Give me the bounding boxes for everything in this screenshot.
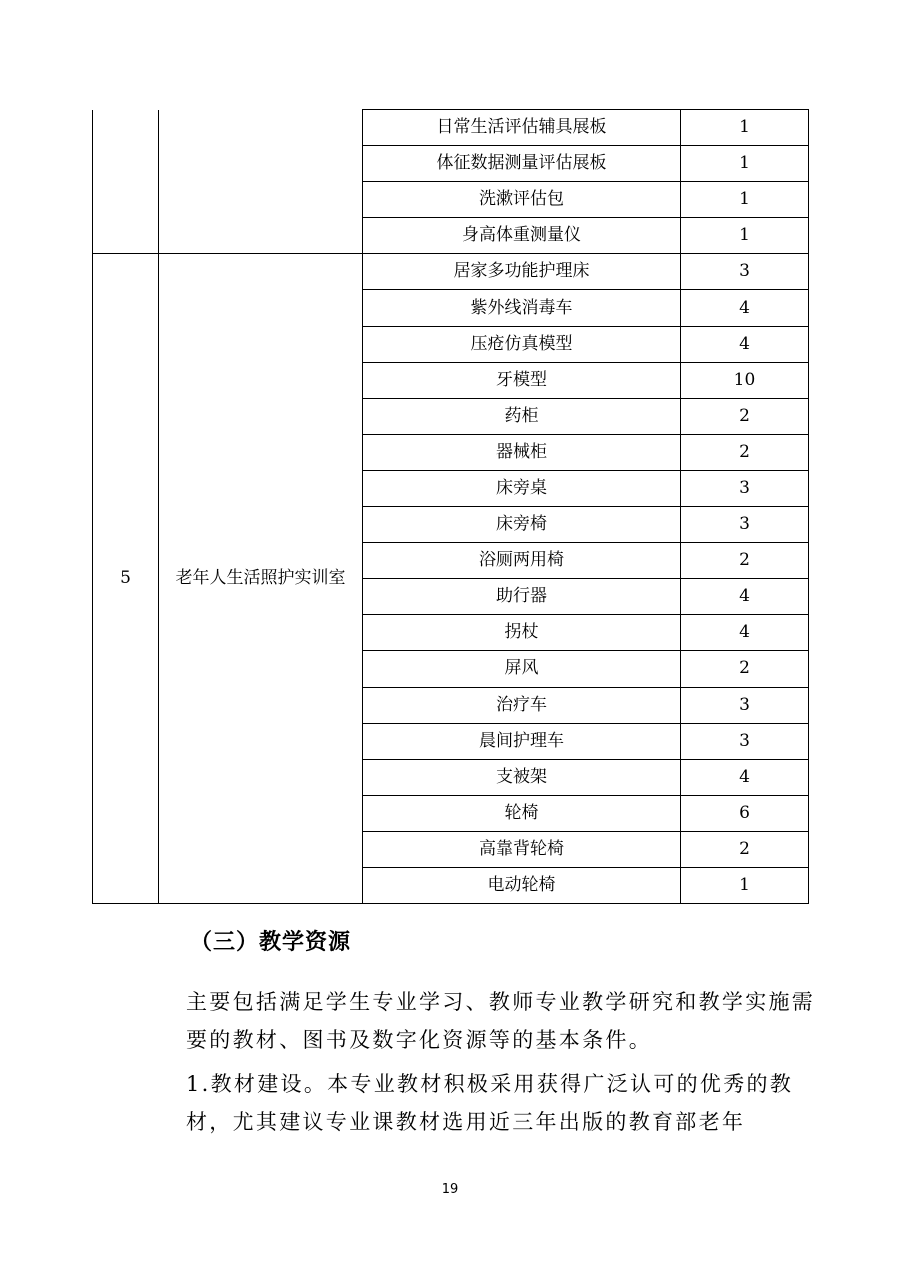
quantity-cell: 1 xyxy=(681,110,809,146)
item-name-cell: 电动轮椅 xyxy=(363,867,681,903)
quantity-cell: 2 xyxy=(681,434,809,470)
item-name-cell: 紫外线消毒车 xyxy=(363,290,681,326)
quantity-cell: 3 xyxy=(681,723,809,759)
item-name-cell: 药柜 xyxy=(363,398,681,434)
quantity-cell: 4 xyxy=(681,615,809,651)
section-heading: （三）教学资源 xyxy=(190,930,352,955)
quantity-cell: 3 xyxy=(681,507,809,543)
quantity-cell: 10 xyxy=(681,362,809,398)
paragraph-teaching-resources: 主要包括满足学生专业学习、教师专业教学研究和教学实施需要的教材、图书及数字化资源等的基本条件。 xyxy=(186,990,816,1052)
item-name-cell: 居家多功能护理床 xyxy=(363,254,681,290)
quantity-cell: 4 xyxy=(681,326,809,362)
quantity-cell: 2 xyxy=(681,398,809,434)
table-row xyxy=(93,254,809,290)
item-name-cell: 治疗车 xyxy=(363,687,681,723)
table-row xyxy=(93,110,809,146)
number-cell: 5 xyxy=(93,254,159,904)
item-name-cell: 床旁椅 xyxy=(363,507,681,543)
quantity-cell: 1 xyxy=(681,867,809,903)
quantity-cell: 6 xyxy=(681,795,809,831)
quantity-cell: 1 xyxy=(681,218,809,254)
quantity-cell: 4 xyxy=(681,759,809,795)
item-name-cell: 压疮仿真模型 xyxy=(363,326,681,362)
item-name-cell: 体征数据测量评估展板 xyxy=(363,146,681,182)
item-name-cell: 轮椅 xyxy=(363,795,681,831)
item-name-cell: 屏风 xyxy=(363,651,681,687)
room-cell-continued xyxy=(159,110,363,254)
quantity-cell: 1 xyxy=(681,146,809,182)
quantity-cell: 1 xyxy=(681,182,809,218)
item-name-cell: 浴厕两用椅 xyxy=(363,543,681,579)
quantity-cell: 2 xyxy=(681,831,809,867)
quantity-cell: 4 xyxy=(681,290,809,326)
quantity-cell: 2 xyxy=(681,651,809,687)
paragraph-textbook-construction: 1.教材建设。本专业教材积极采用获得广泛认可的优秀的教材，尤其建议专业课教材选用近三年出版的教育部老年 xyxy=(186,1072,794,1134)
item-name-cell: 支被架 xyxy=(363,759,681,795)
item-name-cell: 拐杖 xyxy=(363,615,681,651)
page-number: 19 xyxy=(441,1182,459,1197)
item-name-cell: 日常生活评估辅具展板 xyxy=(363,110,681,146)
quantity-cell: 3 xyxy=(681,470,809,506)
item-name-cell: 高靠背轮椅 xyxy=(363,831,681,867)
item-name-cell: 晨间护理车 xyxy=(363,723,681,759)
item-name-cell: 床旁桌 xyxy=(363,470,681,506)
quantity-cell: 3 xyxy=(681,254,809,290)
item-name-cell: 助行器 xyxy=(363,579,681,615)
item-name-cell: 牙模型 xyxy=(363,362,681,398)
quantity-cell: 2 xyxy=(681,543,809,579)
item-name-cell: 洗漱评估包 xyxy=(363,182,681,218)
item-name-cell: 器械柜 xyxy=(363,434,681,470)
number-cell-continued xyxy=(93,110,159,254)
quantity-cell: 4 xyxy=(681,579,809,615)
quantity-cell: 3 xyxy=(681,687,809,723)
item-name-cell: 身高体重测量仪 xyxy=(363,218,681,254)
room-name-cell: 老年人生活照护实训室 xyxy=(159,254,363,904)
equipment-table xyxy=(92,109,809,904)
